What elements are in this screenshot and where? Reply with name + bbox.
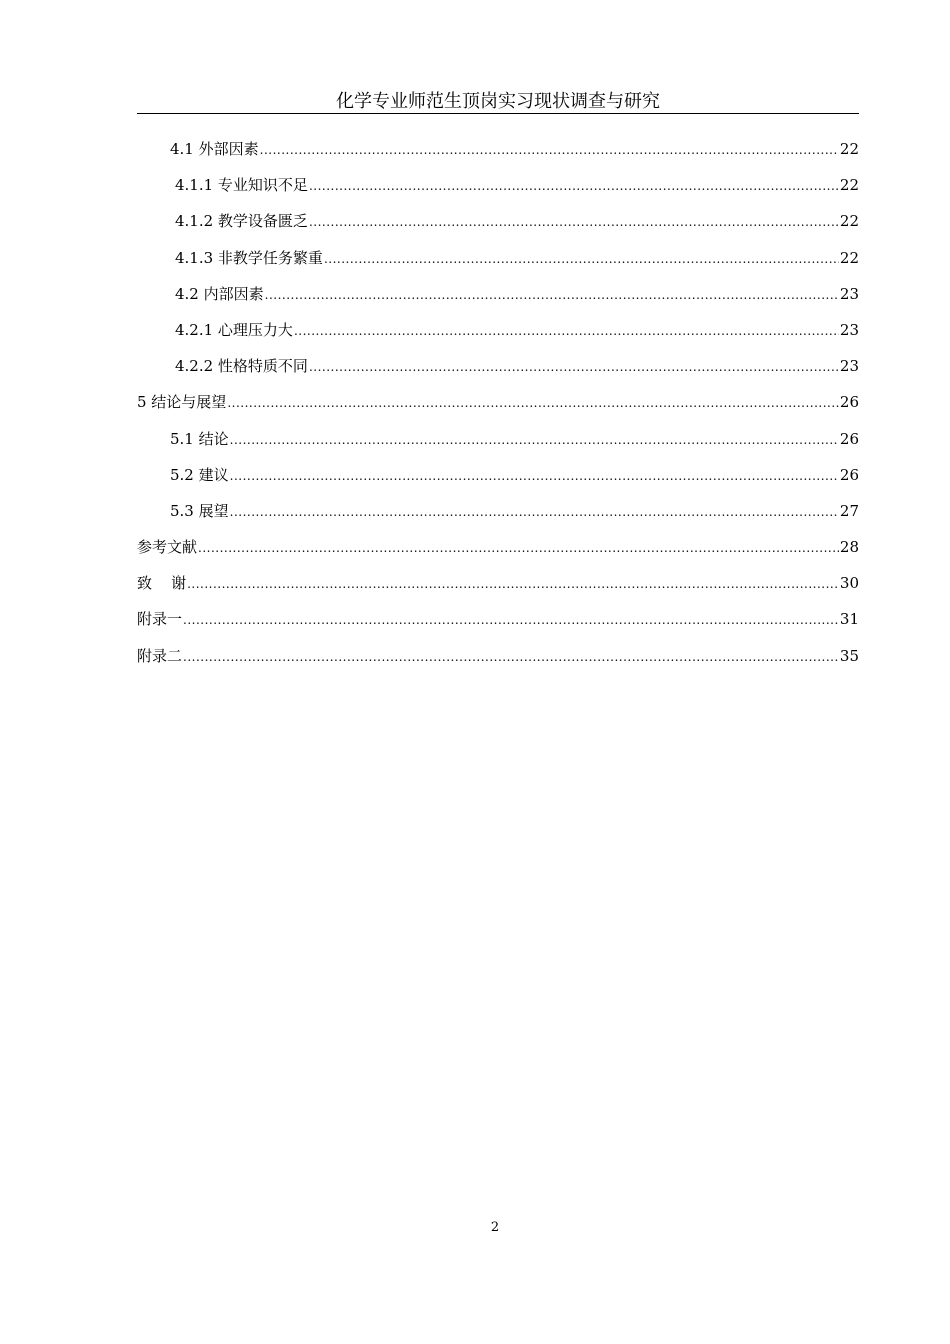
table-of-contents — [137, 138, 859, 681]
toc-entry-page: 26 — [839, 393, 859, 412]
toc-entry[interactable] — [137, 464, 859, 500]
toc-entry[interactable] — [137, 645, 859, 681]
toc-dot-leader — [260, 139, 839, 161]
toc-dot-leader — [265, 284, 839, 306]
toc-entry-page: 35 — [839, 646, 859, 665]
toc-entry-label: 致 谢 — [137, 574, 187, 593]
toc-entry[interactable] — [137, 500, 859, 536]
toc-dot-leader — [309, 356, 839, 378]
toc-dot-leader — [183, 646, 839, 668]
toc-entry[interactable] — [137, 608, 859, 644]
toc-entry-page: 23 — [839, 320, 859, 339]
toc-dot-leader — [198, 537, 839, 559]
toc-entry[interactable] — [137, 536, 859, 572]
toc-entry-page: 22 — [839, 140, 859, 158]
toc-entry-page: 22 — [839, 212, 859, 231]
toc-dot-leader — [294, 320, 839, 342]
toc-dot-leader — [230, 429, 839, 451]
toc-entry-page: 27 — [839, 501, 859, 520]
toc-dot-leader — [230, 501, 839, 523]
page-number: 2 — [490, 1220, 500, 1235]
toc-dot-leader — [230, 465, 839, 487]
toc-dot-leader — [183, 609, 839, 631]
toc-entry-label: 4.2 内部因素 — [175, 284, 264, 303]
toc-entry[interactable] — [137, 428, 859, 464]
toc-entry[interactable] — [137, 319, 859, 355]
toc-dot-leader — [324, 248, 839, 270]
toc-entry-page: 26 — [839, 429, 859, 448]
toc-entry-page: 28 — [839, 538, 859, 557]
toc-entry-label: 4.1 外部因素 — [170, 140, 259, 158]
toc-entry[interactable] — [137, 355, 859, 391]
toc-entry-page: 31 — [839, 610, 859, 629]
toc-entry[interactable] — [137, 283, 859, 319]
toc-entry-page: 23 — [839, 284, 859, 303]
toc-entry-label: 5.3 展望 — [170, 501, 229, 520]
toc-entry-label: 4.2.2 性格特质不同 — [175, 357, 308, 376]
toc-dot-leader — [309, 175, 839, 197]
toc-entry-label: 附录一 — [137, 610, 183, 629]
toc-entry-label: 4.1.2 教学设备匮乏 — [175, 212, 308, 231]
toc-entry[interactable] — [137, 572, 859, 608]
toc-dot-leader — [309, 211, 839, 233]
toc-entry-label: 4.2.1 心理压力大 — [175, 320, 293, 339]
toc-entry-page: 22 — [839, 176, 859, 195]
header-rule — [137, 113, 859, 114]
toc-entry-page: 30 — [839, 574, 859, 593]
toc-entry[interactable] — [137, 174, 859, 210]
toc-entry[interactable] — [137, 247, 859, 283]
toc-entry-page: 26 — [839, 465, 859, 484]
toc-dot-leader — [227, 392, 839, 414]
toc-entry-label: 4.1.3 非教学任务繁重 — [175, 248, 323, 267]
toc-entry-page: 23 — [839, 357, 859, 376]
toc-entry-label: 附录二 — [137, 646, 183, 665]
toc-entry-page: 22 — [839, 248, 859, 267]
toc-entry-label: 5 结论与展望 — [137, 393, 227, 412]
toc-entry-label: 4.1.1 专业知识不足 — [175, 176, 308, 195]
header-title: 化学专业师范生顶岗实习现状调查与研究 — [336, 91, 660, 112]
toc-entry[interactable] — [137, 138, 859, 174]
toc-entry[interactable] — [137, 391, 859, 427]
toc-entry-label: 5.1 结论 — [170, 429, 229, 448]
toc-entry-label: 5.2 建议 — [170, 465, 229, 484]
toc-entry[interactable] — [137, 210, 859, 246]
toc-dot-leader — [187, 573, 839, 595]
toc-entry-label: 参考文献 — [137, 538, 198, 557]
